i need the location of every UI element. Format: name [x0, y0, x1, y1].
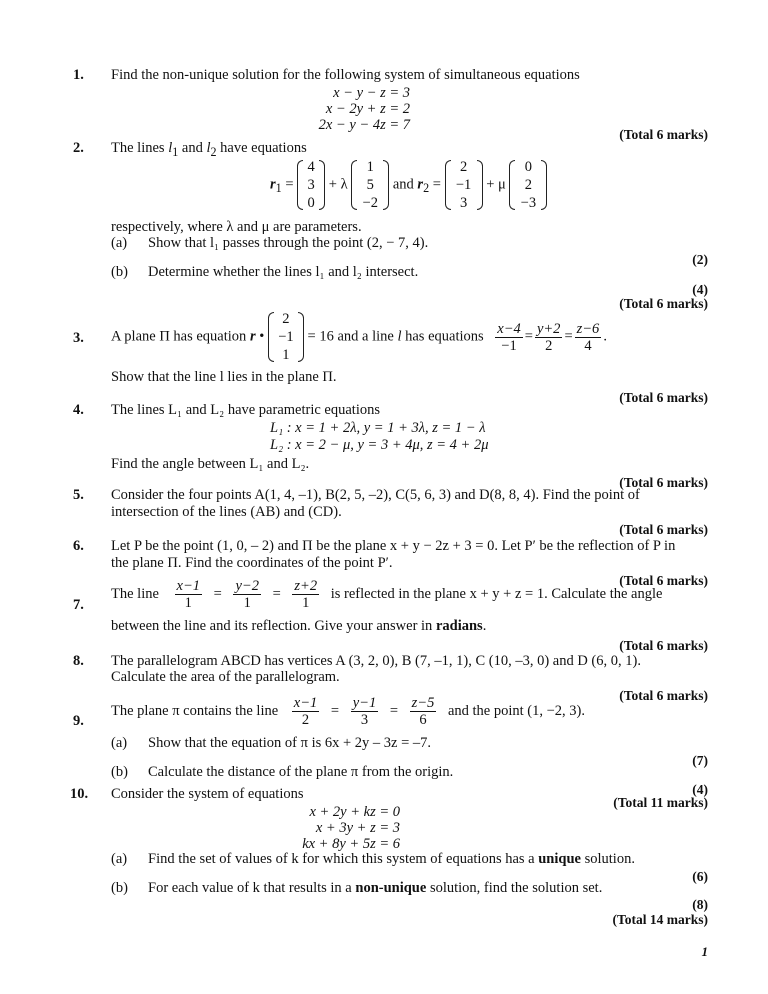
- question-text-2: Show that the line l lies in the plane Π.: [111, 369, 337, 385]
- total-marks: (Total 6 marks): [619, 573, 708, 588]
- normal-vector: 2 −1 1: [268, 310, 304, 364]
- total-marks: (Total 6 marks): [619, 475, 708, 490]
- part-label: (a): [111, 235, 128, 251]
- question-text: The line $\frac{x-1}{1}$ = $\frac{y-2}{1}$ = $\frac{z+2}{1}$ is reflected in the plane x + y + z = 1. Calculate the angle: [111, 578, 663, 611]
- question-text: The lines $l_1$ and $l_2$ have equations: [111, 140, 307, 159]
- part-marks: (8): [692, 897, 708, 912]
- vector-r1-point: 4 3 0: [297, 158, 325, 212]
- parametric-equations: [270, 420, 489, 454]
- question-text: Find the non-unique solution for the following system of simultaneous equations: [111, 67, 580, 83]
- parameters-text: respectively, where λ and μ are parameters.: [111, 219, 362, 235]
- fraction: $\frac{z+2}{1}$: [294, 578, 318, 611]
- equation: x + 2y + kz = 0: [309, 804, 400, 820]
- question-number: 10.: [70, 786, 89, 802]
- equation-system: [300, 85, 410, 133]
- total-marks: (Total 6 marks): [619, 522, 708, 537]
- part-marks: (4): [692, 282, 708, 297]
- question-number: 4.: [73, 402, 84, 418]
- fraction: $\frac{z-6}{4}$: [576, 320, 600, 354]
- equation: L₁ : x = 1 + 2λ, y = 1 + 3λ, z = 1 − λ: [270, 420, 486, 436]
- part-b-text: Calculate the distance of the plane π from the origin.: [148, 764, 454, 780]
- fraction: $\frac{z-5}{6}$: [411, 695, 435, 728]
- fraction: $\frac{y-2}{1}$: [235, 578, 259, 611]
- question-text: The parallelogram ABCD has vertices A (3, 2, 0), B (7, –1, 1), C (10, –3, 0) and D (6, 0, 1).: [111, 653, 641, 669]
- question-text: Let P be the point (1, 0, – 2) and Π be the plane x + y − 2z + 3 = 0. Let P′ be the reflection of P in the plane Π. Find the coordinates of the point P′.: [111, 538, 676, 571]
- part-b-text: For each value of k that results in a non-unique solution, find the solution set.: [148, 880, 603, 896]
- question-text: The plane π contains the line $\frac{x-1}{2}$ = $\frac{y-1}{3}$ = $\frac{z-5}{6}$ and the point (1, −2, 3).: [111, 695, 585, 728]
- part-marks: (6): [692, 869, 708, 884]
- question-number: 3.: [73, 330, 84, 346]
- total-marks: (Total 6 marks): [619, 296, 708, 311]
- part-marks: (4): [692, 782, 708, 797]
- equation: x − 2y + z = 2: [325, 101, 410, 117]
- part-label: (a): [111, 851, 128, 867]
- total-marks: (Total 11 marks): [613, 795, 708, 810]
- vector-r1-direction: 1 5 −2: [351, 158, 389, 212]
- total-marks: (Total 6 marks): [619, 127, 708, 142]
- question-number: 2.: [73, 140, 84, 156]
- equation: x − y − z = 3: [333, 85, 410, 101]
- equation-system: [300, 804, 400, 852]
- part-b-text: Determine whether the lines l₁ and l₂ intersect.: [148, 264, 419, 280]
- fraction: $\frac{x-4}{-1}$: [497, 320, 521, 354]
- part-label: (b): [111, 264, 128, 280]
- question-text: The lines L₁ and L₂ have parametric equations: [111, 402, 380, 418]
- fraction: $\frac{x-1}{2}$: [293, 695, 318, 728]
- fraction: $\frac{y-1}{3}$: [352, 695, 377, 728]
- total-marks: (Total 6 marks): [619, 688, 708, 703]
- equation: x + 3y + z = 3: [315, 820, 400, 836]
- part-a-text: Find the set of values of k for which this system of equations has a unique solution.: [148, 851, 635, 867]
- fraction: $\frac{x-1}{1}$: [176, 578, 201, 611]
- question-number: 8.: [73, 653, 84, 669]
- equation: kx + 8y + 5z = 6: [302, 836, 400, 852]
- equation: L₂ : x = 2 − μ, y = 3 + 4μ, z = 4 + 2μ: [270, 437, 489, 453]
- question-text: Consider the four points A(1, 4, –1), B(2, 5, –2), C(5, 6, 3) and D(8, 8, 4). Find the point of intersection of the lines (AB) and (CD).: [111, 487, 640, 520]
- question-text-2: between the line and its reflection. Give your answer in radians.: [111, 618, 487, 634]
- part-label: (b): [111, 764, 128, 780]
- part-label: (b): [111, 880, 128, 896]
- question-text: Consider the system of equations: [111, 786, 304, 802]
- part-a-text: Show that l₁ passes through the point (2, − 7, 4).: [148, 235, 429, 251]
- total-marks: (Total 6 marks): [619, 638, 708, 653]
- fraction: $\frac{y+2}{2}$: [536, 320, 561, 354]
- question-text-2: Calculate the area of the parallelogram.: [111, 669, 340, 685]
- question-number: 1.: [73, 67, 84, 83]
- question-text: A plane Π has equation r • 2 −1 1 = 16 and a line l has equations $\frac{x-4}{-1}$ = $\frac{y+2}{2}$ = $\frac{z-6}{4}$ .: [111, 311, 607, 363]
- part-label: (a): [111, 735, 128, 751]
- question-number: 5.: [73, 487, 84, 503]
- question-text-2: Find the angle between L₁ and L₂.: [111, 456, 310, 472]
- vector-r2-direction: 0 2 −3: [509, 158, 547, 212]
- equation: 2x − y − 4z = 7: [318, 117, 410, 133]
- total-marks: (Total 6 marks): [619, 390, 708, 405]
- question-number: 6.: [73, 538, 84, 554]
- question-number: 9.: [73, 713, 84, 729]
- vector-equations: $r_1$ = 4 3 0 + λ 1 5 −2 and $r_2$ = 2 −1 3 + μ 0 2 −3: [270, 158, 547, 212]
- page-number: 1: [701, 944, 708, 959]
- part-marks: (2): [692, 252, 708, 267]
- part-a-text: Show that the equation of π is 6x + 2y – 3z = –7.: [148, 735, 432, 751]
- part-marks: (7): [692, 753, 708, 768]
- question-number: 7.: [73, 597, 84, 613]
- total-marks: (Total 14 marks): [612, 912, 708, 927]
- vector-r2-point: 2 −1 3: [445, 158, 483, 212]
